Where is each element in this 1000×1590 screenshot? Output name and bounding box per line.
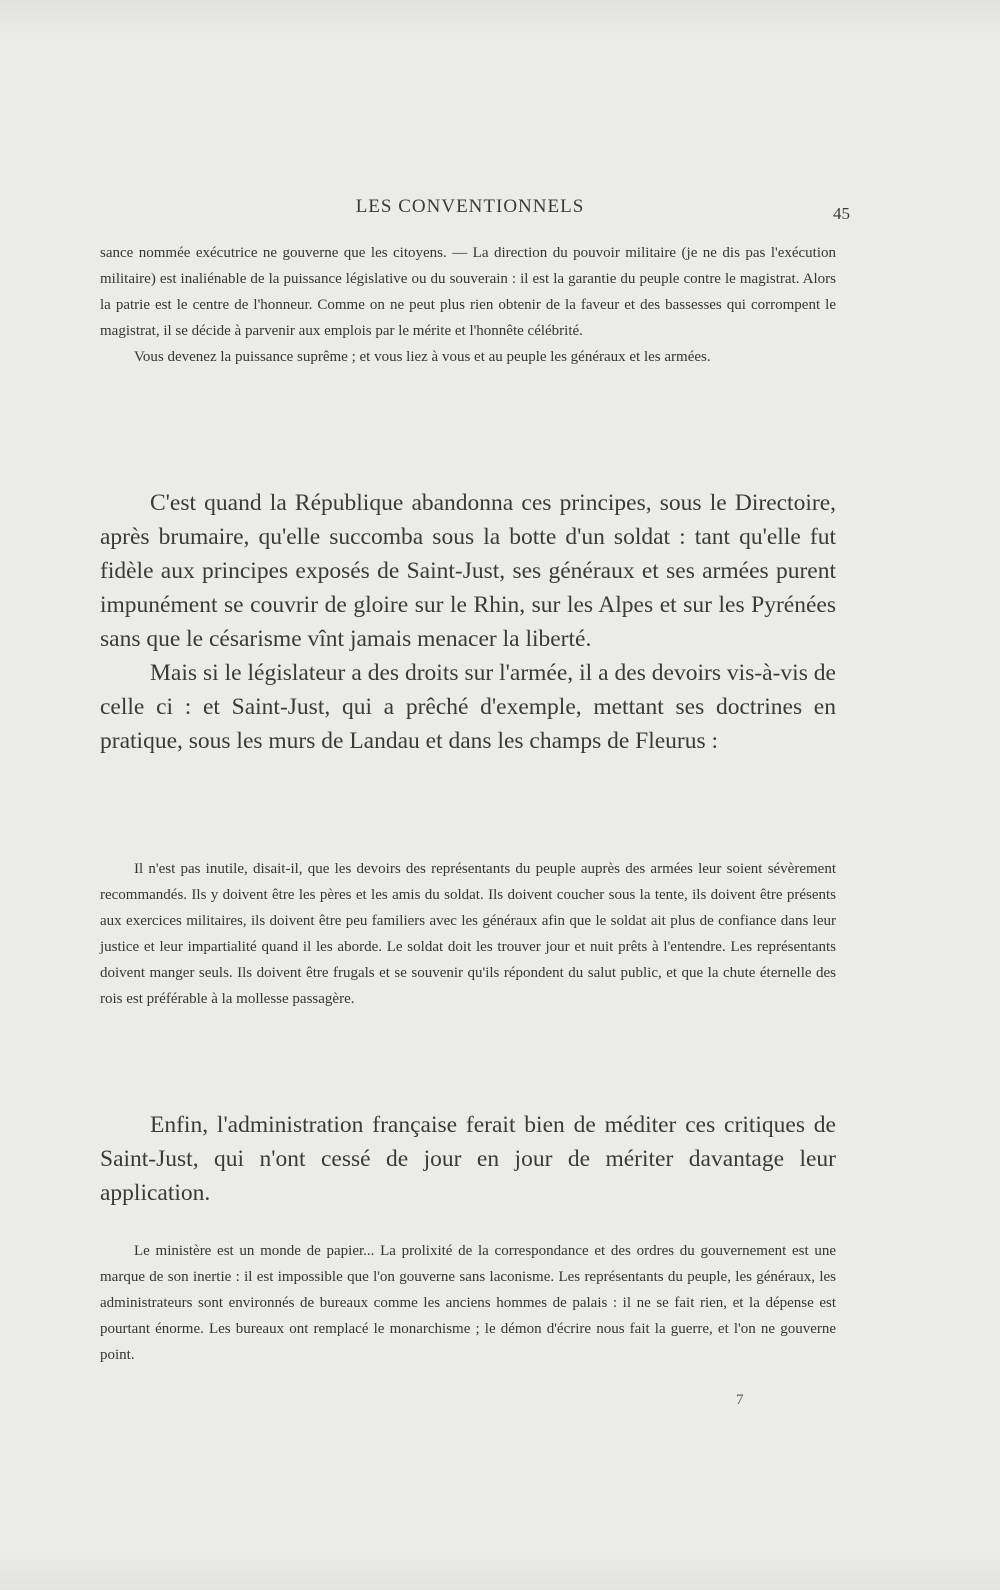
page-header bbox=[90, 196, 850, 226]
body-paragraph: Enfin, l'administration française ferait bien de méditer ces critiques de Saint-Just, qui n'ont cessé de jour en jour de mériter davantage leur application. bbox=[100, 1112, 836, 1206]
body-paragraph: Mais si le législateur a des droits sur l'armée, il a des devoirs vis-à-vis de celle ci : et Saint-Just, qui a prêché d'exemple, mettant ses doctrines en pratique, sous les murs de Landau et dans les champs de Fleurus : bbox=[100, 660, 836, 754]
quotation-paragraph: Il n'est pas inutile, disait-il, que les devoirs des représentants du peuple auprès des armées leur soient sévèrement recommandés. Ils y doivent être les pères et les amis du soldat. Ils doivent coucher sous la tente, ils doivent être présents aux exercices militaires, ils doivent être peu familiers avec les généraux afin que le soldat ait plus de confiance dans leur justice et leur impartialité quand il les aborde. Le soldat doit les trouver jour et nuit prêts à l'entendre. Les représentants doivent manger seuls. Ils doivent être frugals et se souvenir qu'ils répondent du salut public, et que la chute éternelle des rois est préférable à la mollesse passagère. bbox=[100, 861, 836, 1007]
body-text-block-2 bbox=[100, 1108, 836, 1210]
body-paragraph: C'est quand la République abandonna ces principes, sous le Directoire, après brumaire, qu'elle succomba sous la botte d'un soldat : tant qu'elle fut fidèle aux principes exposés de Saint-Just, ses généraux et ses armées purent impunément se couvrir de gloire sur le Rhin, sur les Alpes et sur les Pyrénées sans que le césarisme vînt jamais menacer la liberté. bbox=[100, 490, 836, 652]
quotation-paragraph: sance nommée exécutrice ne gouverne que les citoyens. — La direction du pouvoir militaire (je ne dis pas l'exécution militaire) est inaliénable de la puissance législative ou du souverain : il est la garantie du peuple contre le magistrat. Alors la patrie est le centre de l'honneur. Comme on ne peut plus rien obtenir de la faveur et des bassesses qui corrompent le magistrat, il se décide à parvenir aux emplois par le mérite et l'honnête célébrité. bbox=[100, 245, 836, 339]
quotation-block-2 bbox=[100, 856, 836, 1012]
quotation-paragraph: Vous devenez la puissance suprême ; et vous liez à vous et au peuple les généraux et les armées. bbox=[134, 349, 711, 365]
page-number: 45 bbox=[833, 204, 850, 223]
quotation-paragraph: Le ministère est un monde de papier... La prolixité de la correspondance et des ordres du gouvernement est une marque de son inertie : il est impossible que l'on gouverne sans laconisme. Les représentants du peuple, les généraux, les administrateurs sont environnés de bureaux comme les anciens hommes de palais : il ne se fait rien, et la dépense est pourtant énorme. Les bureaux ont remplacé le monarchisme ; le démon d'écrire nous fait la guerre, et l'on ne gouverne point. bbox=[100, 1243, 836, 1363]
quotation-block-3 bbox=[100, 1238, 836, 1368]
quotation-block-1 bbox=[100, 240, 836, 370]
running-title: LES CONVENTIONNELS bbox=[355, 196, 585, 217]
signature-mark: 7 bbox=[736, 1392, 744, 1408]
body-text-block-1 bbox=[100, 486, 836, 758]
